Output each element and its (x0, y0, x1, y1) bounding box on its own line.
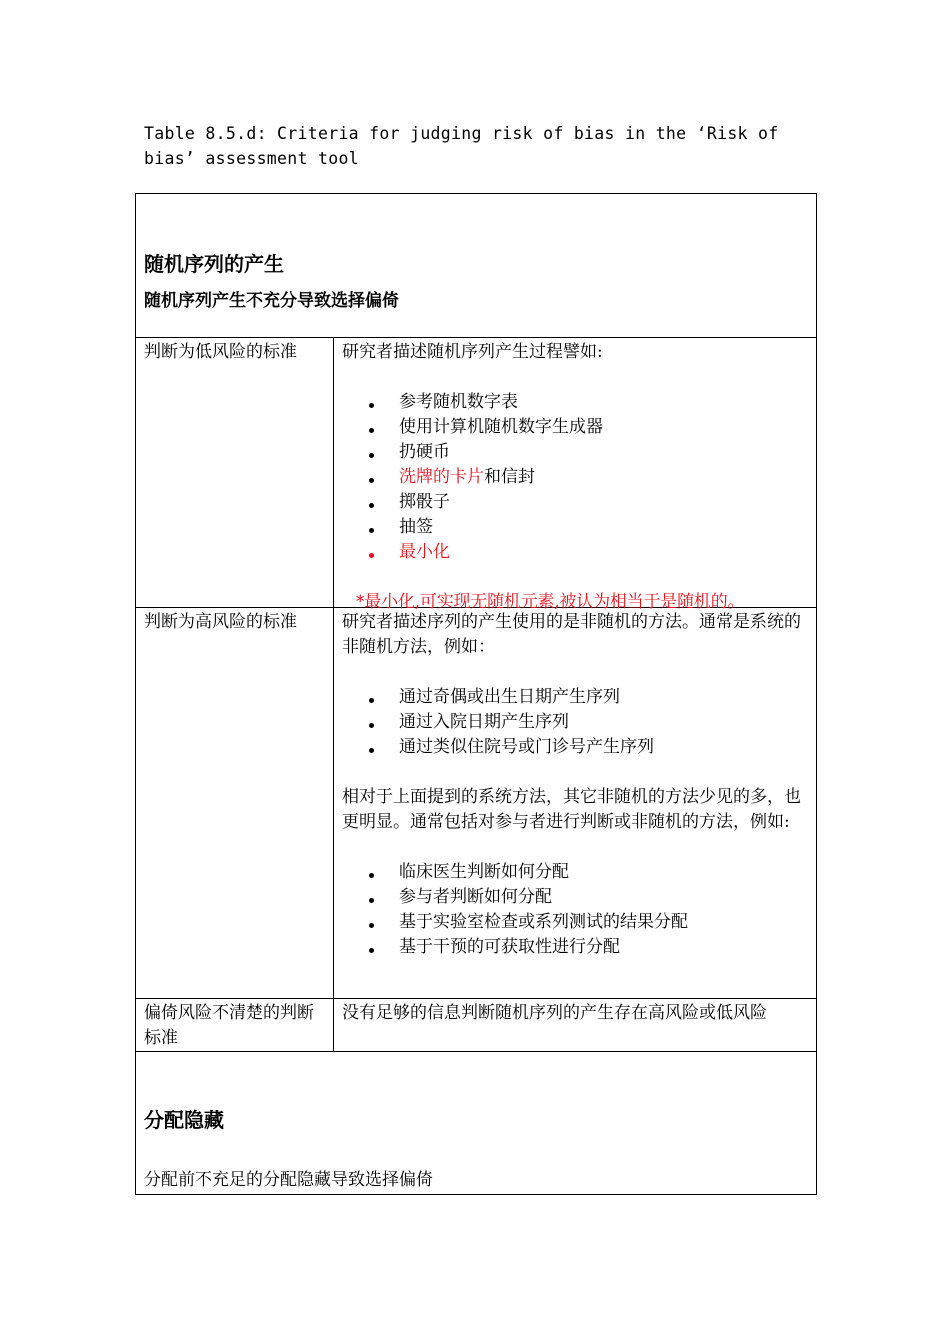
list-item-text: 抽签 (399, 517, 433, 537)
list-item-text: 使用计算机随机数字生成器 (399, 417, 603, 437)
list-item-text: 掷骰子 (399, 492, 450, 512)
list-item-text: 通过类似住院号或门诊号产生序列 (399, 737, 654, 757)
bullet-icon (369, 553, 374, 558)
bullet-icon (369, 948, 374, 953)
bullet-icon (369, 873, 374, 878)
list-item-text: 基于干预的可获取性进行分配 (399, 937, 620, 957)
row-content (334, 608, 816, 998)
list-item-text: 基于实验室检查或系列测试的结果分配 (399, 912, 688, 932)
list-item (369, 540, 808, 565)
section-title: 分配隐藏 (144, 1108, 224, 1132)
section-title: 随机序列的产生 (144, 252, 284, 276)
bullet-icon (369, 898, 374, 903)
list-item (369, 515, 808, 540)
bullet-icon (369, 503, 374, 508)
list-item-text: 和信封 (484, 467, 535, 487)
section-subtitle: 随机序列产生不充分导致选择偏倚 (144, 291, 399, 311)
bullet-icon (369, 748, 374, 753)
section-subtitle: 分配前不充足的分配隐藏导致选择偏倚 (144, 1170, 433, 1190)
bullet-icon (369, 923, 374, 928)
risk-of-bias-table (135, 193, 817, 1195)
list-item (369, 860, 808, 885)
row-label: 判断为高风险的标准 (136, 608, 334, 998)
list-item (369, 440, 808, 465)
bullet-icon (369, 453, 374, 458)
list-item-text: 临床医生判断如何分配 (399, 862, 569, 882)
list-item (369, 885, 808, 910)
row-low-risk (136, 338, 816, 612)
list-item (369, 490, 808, 515)
table-caption: Table 8.5.d: Criteria for judging risk of bias in the ‘Risk of bias’ assessment tool (144, 124, 779, 168)
bullet-list (342, 860, 808, 960)
list-item (369, 465, 808, 490)
row-intro: 研究者描述序列的产生使用的是非随机的方法。通常是系统的非随机方法，例如： (342, 612, 801, 657)
row-paragraph: 相对于上面提到的系统方法，其它非随机的方法少见的多，也更明显。通常包括对参与者进行判断或非随机的方法，例如: (342, 787, 801, 832)
list-item (369, 415, 808, 440)
list-item-text: 最小化 (399, 542, 450, 562)
list-item-text: 通过入院日期产生序列 (399, 712, 569, 732)
bullet-icon (369, 723, 374, 728)
row-high-risk (136, 608, 816, 999)
row-intro: 研究者描述随机序列产生过程譬如: (342, 342, 603, 362)
row-label: 判断为低风险的标准 (136, 338, 334, 607)
list-item-text: 参考随机数字表 (399, 392, 518, 412)
row-unclear-risk (136, 999, 816, 1052)
section-allocation-concealment-header (136, 1052, 816, 1194)
bullet-icon (369, 478, 374, 483)
row-content: 没有足够的信息判断随机序列的产生存在高风险或低风险 (342, 1003, 767, 1023)
list-item (369, 390, 808, 415)
list-item (369, 685, 808, 710)
bullet-icon (369, 403, 374, 408)
section-random-sequence-header (136, 194, 816, 338)
list-item-text: 通过奇偶或出生日期产生序列 (399, 687, 620, 707)
bullet-list (342, 685, 808, 760)
bullet-icon (369, 528, 374, 533)
list-item (369, 935, 808, 960)
list-item-text: 扔硬币 (399, 442, 450, 462)
bullet-icon (369, 698, 374, 703)
bullet-icon (369, 428, 374, 433)
bullet-list (342, 390, 808, 565)
list-item (369, 710, 808, 735)
row-label: 偏倚风险不清楚的判断标准 (136, 999, 334, 1051)
list-item-text: 参与者判断如何分配 (399, 887, 552, 907)
footnote: *最小化,可实现无随机元素,被认为相当于是随机的。 (356, 592, 745, 612)
list-item (369, 910, 808, 935)
row-content (334, 338, 816, 612)
list-item (369, 735, 808, 760)
list-item-highlight: 洗牌的卡片 (399, 467, 484, 487)
